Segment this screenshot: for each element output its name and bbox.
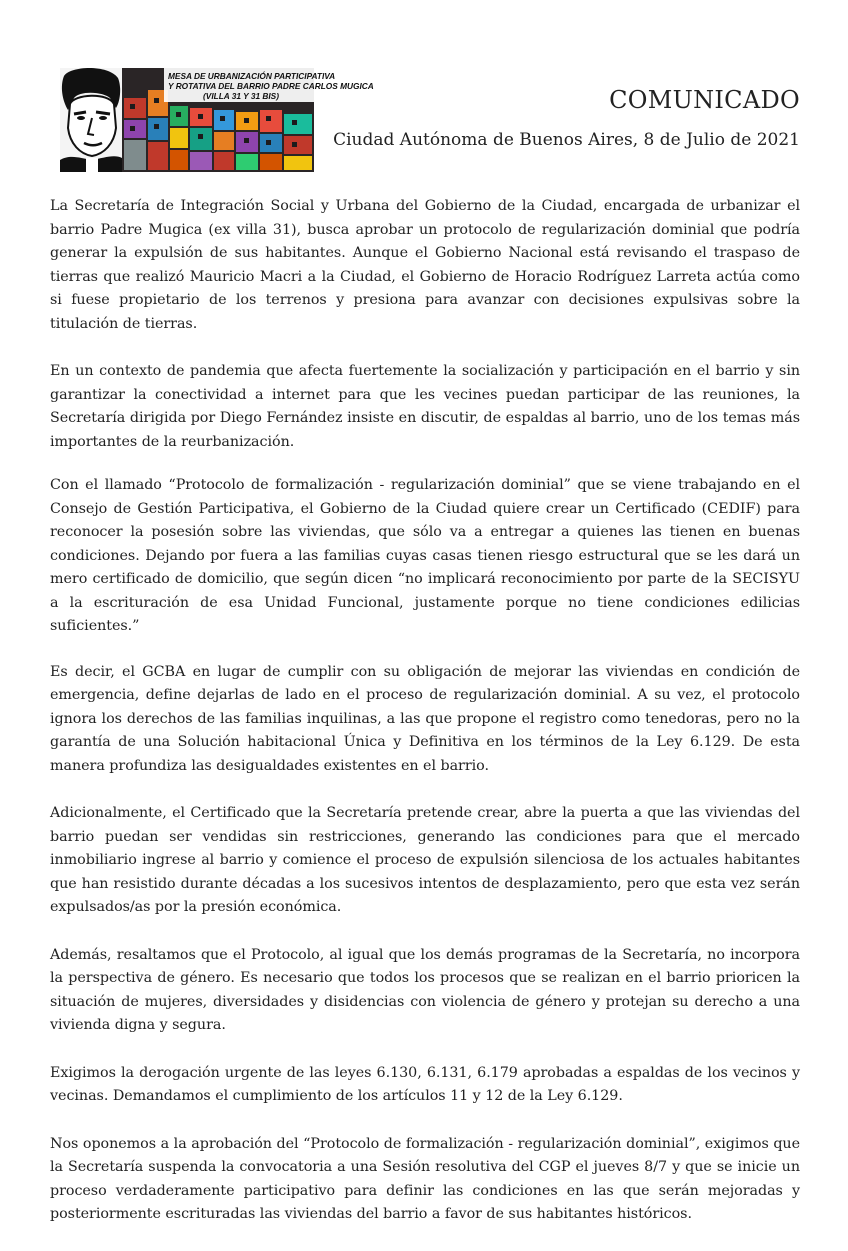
logo-caption-line-1: MESA DE URBANIZACIÓN PARTICIPATIVA (168, 71, 336, 81)
document-date: Ciudad Autónoma de Buenos Aires, 8 de Julio de 2021 (333, 130, 800, 150)
organization-logo (60, 68, 374, 172)
paragraph-2: En un contexto de pandemia que afecta fuertemente la socialización y participación en el barrio y sin garantizar la conectividad a internet para que les vecines puedan participar de las reuniones, la Secretaría dirigida por Diego Fernández insiste en discutir, de espaldas al barrio, uno de los temas más importantes de la reurbanización. (50, 363, 800, 450)
paragraph-5: Adicionalmente, el Certificado que la Secretaría pretende crear, abre la puerta a que las viviendas del barrio puedan ser vendidas sin restricciones, generando las condiciones para que el mercado inmobiliario ingrese al barrio y comience el proceso de expulsión silenciosa de los actuales habitantes que han resistido durante décadas a los sucesivos intentos de desplazamiento, pero que esta vez serán expulsados/as por la presión económica. (50, 805, 800, 915)
paragraph-8: Nos oponemos a la aprobación del “Protocolo de formalización - regularización dominial”, exigimos que la Secretaría suspenda la convocatoria a una Sesión resolutiva del CGP el jueves 8/7 y que se inicie un proceso verdaderamente participativo para definir las condiciones en las que serán mejoradas y posteriormente escrituradas las viviendas del barrio a favor de sus habitantes históricos. (50, 1135, 800, 1222)
paragraph-4: Es decir, el GCBA en lugar de cumplir con su obligación de mejorar las viviendas en condición de emergencia, define dejarlas de lado en el proceso de regularización dominial. A su vez, el protocolo ignora los derechos de las familias inquilinas, a las que propone el registro como tenedoras, pero no la garantía de una Solución habitacional Única y Definitiva en los términos de la Ley 6.129. De esta manera profundiza las desigualdades existentes en el barrio. (50, 663, 800, 774)
paragraph-1: La Secretaría de Integración Social y Urbana del Gobierno de la Ciudad, encargada de urbanizar el barrio Padre Mugica (ex villa 31), busca aprobar un protocolo de regularización dominial que podría generar la expulsión de sus habitantes. Aunque el Gobierno Nacional está revisando el traspaso de tierras que realizó Mauricio Macri a la Ciudad, el Gobierno de Horacio Rodríguez Larreta actúa como si fuese propietario de los terrenos y presiona para avanzar con decisiones expulsivas sobre la titulación de tierras. (50, 198, 800, 332)
logo-caption-line-2: Y ROTATIVA DEL BARRIO PADRE CARLOS MUGICA (168, 81, 374, 91)
paragraph-6: Además, resaltamos que el Protocolo, al igual que los demás programas de la Secretaría, no incorpora la perspectiva de género. Es necesario que todos los procesos que se realizan en el barrio prioricen la situación de mujeres, diversidades y disidencias con violencia de género y protejan su derecho a una vivienda digna y segura. (50, 946, 800, 1033)
document-title: COMUNICADO (609, 86, 800, 114)
document-body (50, 195, 800, 1251)
paragraph-7: Exigimos la derogación urgente de las leyes 6.130, 6.131, 6.179 aprobadas a espaldas de los vecinos y vecinas. Demandamos el cumplimiento de los artículos 11 y 12 de la Ley 6.129. (50, 1064, 800, 1104)
paragraph-3: Con el llamado “Protocolo de formalización - regularización dominial” que se viene trabajando en el Consejo de Gestión Participativa, el Gobierno de la Ciudad quiere crear un Certificado (CEDIF) para reconocer la posesión sobre las viviendas, que sólo va a entregar a quienes las tienen en buenas condiciones. Dejando por fuera a las familias cuyas casas tienen riesgo estructural que se les dará un mero certificado de domicilio, que según dicen “no implicará reconocimiento por parte de la SECISYU a la escrituración de esa Unidad Funcional, justamente porque no tiene condiciones edilicias suficientes.” (50, 477, 800, 634)
logo-caption (168, 71, 374, 101)
logo-caption-line-3: (VILLA 31 Y 31 BIS) (203, 91, 279, 101)
